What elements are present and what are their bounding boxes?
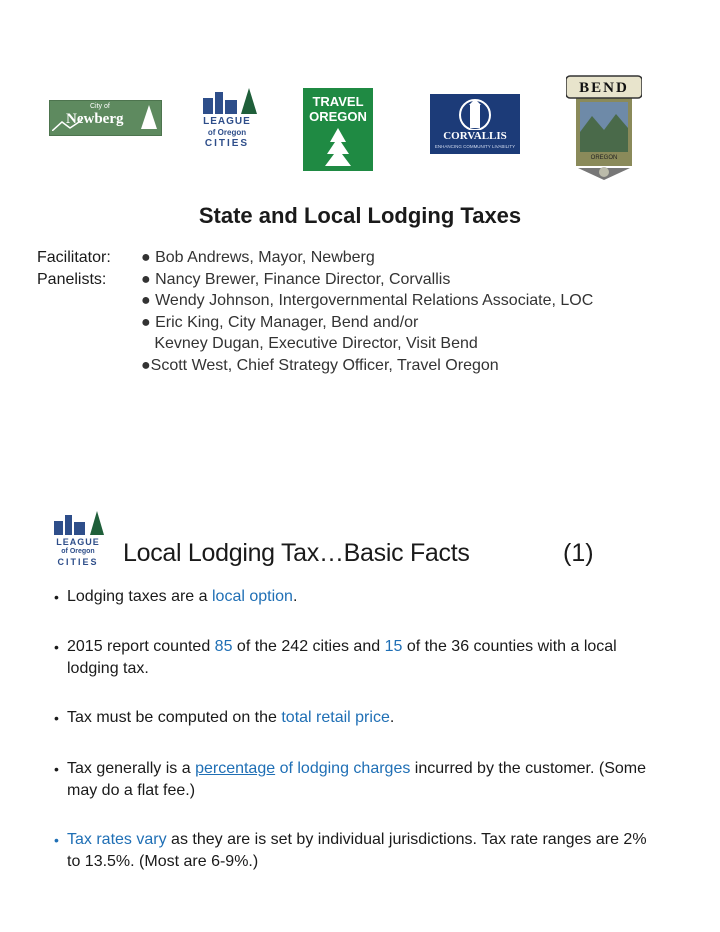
city-skyline-icon — [50, 511, 106, 537]
person-item: ● Nancy Brewer, Finance Director, Corvallis — [141, 270, 451, 288]
person-item: ● Eric King, City Manager, Bend and/or — [141, 313, 419, 331]
person-item: ● Wendy Johnson, Intergovernmental Relations Associate, LOC — [141, 292, 594, 309]
newberg-logo — [49, 100, 162, 136]
slide-number: (1) — [563, 539, 594, 567]
bend-logo-sub: OREGON — [590, 155, 618, 161]
corvallis-logo-name: CORVALLIS — [443, 130, 507, 142]
highlight-text: 15 — [384, 638, 403, 655]
corvallis-logo-tagline: ENHANCING COMMUNITY LIVABILITY — [434, 144, 516, 149]
bullet-item: • Tax must be computed on the total retail price. — [54, 707, 657, 729]
league-of-oregon-cities-logo — [199, 88, 259, 150]
slide2-title: Local Lodging Tax…Basic Facts — [123, 539, 470, 567]
bullet-item: • Tax rates vary as they are is set by individual jurisdictions. Tax rate ranges are 2% to 13.5%. (Most are 6-9%.) — [54, 831, 647, 870]
league-of-oregon-cities-logo-small — [50, 511, 106, 571]
bullet-item: • Tax generally is a percentage of lodging charges incurred by the customer. (Some may do a flat fee.) — [54, 760, 646, 799]
highlight-text: local option — [212, 588, 293, 605]
people-list — [141, 247, 593, 376]
bullet-item: • 2015 report counted 85 of the 242 cities and 15 of the 36 counties with a local lodging tax. — [54, 638, 617, 677]
person-item: ● Bob Andrews, Mayor, Newberg — [141, 249, 375, 266]
newberg-logo-small-text: City of — [90, 103, 110, 110]
bend-logo-name: BEND — [579, 80, 629, 96]
corvallis-logo — [430, 94, 520, 154]
highlight-link: percentage — [195, 760, 276, 777]
tree-icon — [140, 105, 158, 131]
league-logo-line2: of Oregon — [61, 548, 95, 555]
city-skyline-icon — [199, 88, 259, 116]
highlight-text: Tax rates vary — [67, 831, 167, 848]
clock-tower-icon — [458, 98, 492, 130]
league-logo-line2: of Oregon — [207, 128, 247, 137]
travel-oregon-logo — [303, 88, 373, 171]
slide1-title: State and Local Lodging Taxes — [198, 203, 522, 228]
bullet-dot: • — [54, 639, 59, 655]
highlight-text: total retail price — [281, 709, 390, 726]
roles-column — [37, 247, 111, 290]
league-logo-line3: CITIES — [57, 557, 99, 567]
highlight-text: of lodging charges — [279, 760, 411, 777]
bend-logo — [566, 72, 642, 184]
facilitator-label: Facilitator: — [37, 249, 111, 266]
mountain-icon — [52, 119, 82, 131]
league-logo-line1: LEAGUE — [203, 116, 251, 127]
newberg-logo-name: Newberg — [66, 111, 124, 127]
panelists-label: Panelists: — [37, 270, 107, 288]
bullet-item: • Lodging taxes are a local option. — [54, 586, 657, 608]
highlight-text: 85 — [214, 638, 233, 655]
travel-logo-line1: TRAVEL — [312, 94, 364, 109]
league-logo-line1: LEAGUE — [56, 537, 100, 547]
bullet-dot: • — [54, 832, 59, 848]
person-item: ●Scott West, Chief Strategy Officer, Travel Oregon — [141, 356, 499, 374]
person-item: Kevney Dugan, Executive Director, Visit Bend — [141, 335, 478, 352]
travel-logo-line2: OREGON — [309, 109, 367, 124]
bullet-dot: • — [54, 589, 59, 605]
league-logo-line3: CITIES — [204, 138, 250, 149]
bullet-dot: • — [54, 761, 59, 777]
pine-tree-icon — [323, 128, 353, 168]
bullet-dot: • — [54, 710, 59, 726]
